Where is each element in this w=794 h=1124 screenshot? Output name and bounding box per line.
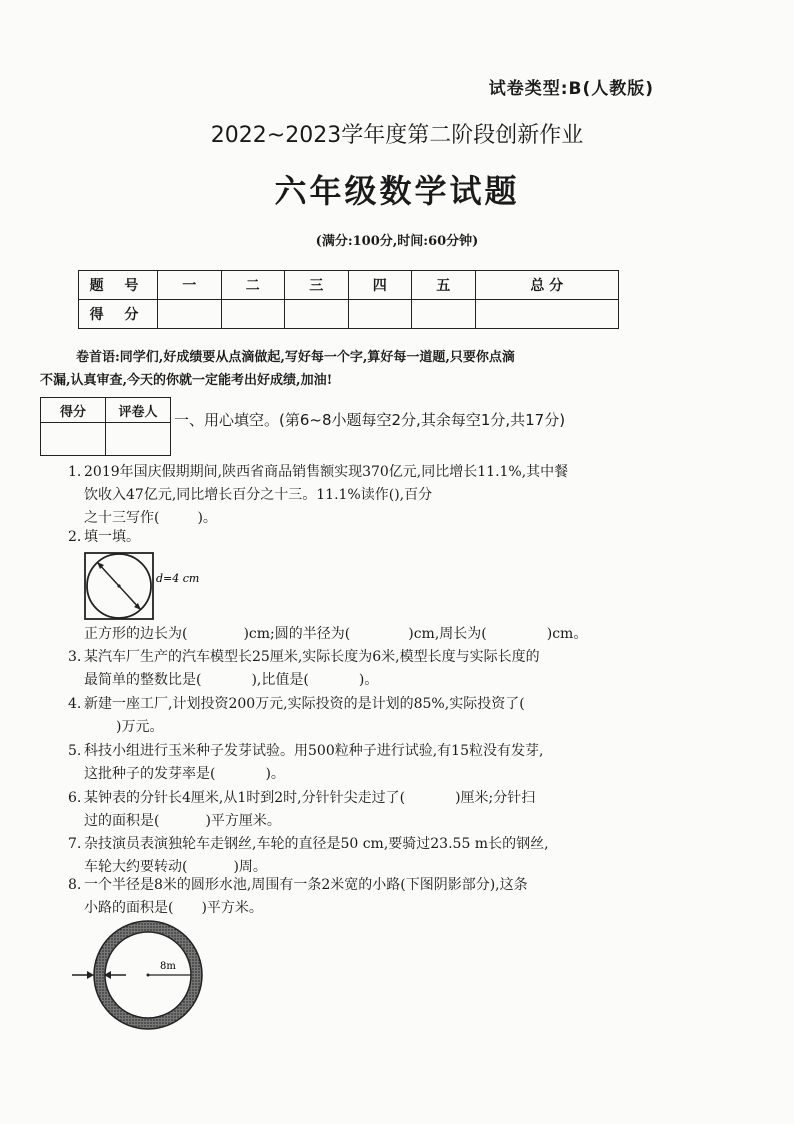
score-cell[interactable] [158,300,222,329]
question-number: 6. [68,790,82,806]
grader-score-cell[interactable] [41,423,106,456]
question-2 [68,526,656,549]
intro-line: 不漏,认真审查,今天的你就一定能考出好成绩,加油! [40,373,333,388]
question-text: 过的面积是( [84,813,160,829]
question-text: )cm。 [546,626,588,642]
exam-period-title: 2022~2023学年度第二阶段创新作业 [210,123,584,148]
score-table-col: 三 [285,271,349,300]
square-circle-figure [84,552,234,622]
score-table-col: 一 [158,271,222,300]
question-text: 某钟表的分针长4厘米,从1时到2时,分针针尖走过了( [84,790,406,806]
score-table-col: 总 分 [475,271,619,300]
score-cell[interactable] [412,300,476,329]
intro-line: 卷首语:同学们,好成绩要从点滴做起,写好每一个字,算好每一道题,只要你点滴 [76,350,515,365]
question-6 [68,787,656,833]
question-text: 正方形的边长为( [84,626,188,642]
score-table-col: 四 [348,271,412,300]
score-table-row-label: 题 号 [79,271,158,300]
grader-name-cell[interactable] [106,423,171,456]
question-1 [68,461,656,530]
question-text: )万元。 [116,719,164,735]
question-text: 科技小组进行玉米种子发芽试验。用500粒种子进行试验,有15粒没有发芽, [84,743,544,759]
question-text: 某汽车厂生产的汽车模型长25厘米,实际长度为6米,模型长度与实际长度的 [84,649,540,665]
question-4 [68,693,656,739]
question-text: 最简单的整数比是( [84,672,202,688]
question-number: 7. [68,836,82,852]
question-3 [68,646,656,692]
question-number: 1. [68,464,82,480]
question-number: 8. [68,877,82,893]
page-title: 六年级数学试题 [274,172,520,210]
question-text: ),百分 [394,487,433,503]
radius-label: 8m [160,961,176,972]
question-text: )平方米。 [201,900,263,916]
question-text: )cm,周长为( [408,626,487,642]
question-number: 3. [68,649,82,665]
question-text: 车轮大约要转动( [84,859,188,875]
intro-message [40,346,660,392]
question-text: 杂技演员表演独轮车走钢丝,车轮的直径是50 cm,要骑过23.55 m长的钢丝, [84,836,549,852]
question-text: 新建一座工厂,计划投资200万元,实际投资的是计划的85%,实际投资了( [84,696,525,712]
question-text: ),比值是( [251,672,309,688]
question-5 [68,740,656,786]
center-dot [147,974,150,977]
question-text: 饮收入47亿元,同比增长百分之十三。11.1%读作( [84,487,395,503]
section-title: 一、用心填空。(第6~8小题每空2分,其余每空1分,共17分) [174,411,566,429]
question-number: 5. [68,743,82,759]
score-table [78,270,619,329]
question-text: )。 [358,672,379,688]
ring-path-figure [66,920,216,1032]
center-dot [117,584,120,587]
question-text: 这批种子的发芽率是( [84,766,216,782]
question-text: 2019年国庆假期期间,陕西省商品销售额实现370亿元,同比增长11.1%,其中餐 [84,464,569,480]
score-cell[interactable] [285,300,349,329]
score-table-col: 二 [221,271,285,300]
score-table-col: 五 [412,271,476,300]
question-8 [68,874,656,920]
exam-info: (满分:100分,时间:60分钟) [315,234,479,249]
question-text: 之十三写作( [84,510,160,526]
question-text: )。 [265,766,285,782]
question-text: 填一填。 [84,529,140,545]
score-cell[interactable] [348,300,412,329]
question-2-fill [84,623,587,643]
paper-type: 试卷类型:B(人教版) [488,79,654,99]
score-table-score-row [79,300,619,329]
score-cell[interactable] [475,300,619,329]
question-text: 小路的面积是( [84,900,174,916]
score-table-header-row [79,271,619,300]
question-text: )。 [197,510,217,526]
score-table-row-label: 得 分 [79,300,158,329]
score-cell[interactable] [221,300,285,329]
question-7 [68,833,656,879]
diameter-label: d=4 cm [156,572,200,585]
grader-name-label: 评卷人 [106,398,171,423]
question-text: )平方厘米。 [205,813,281,829]
question-text: )厘米;分针扫 [455,790,536,806]
question-number: 2. [68,529,82,545]
question-number: 4. [68,696,82,712]
question-text: )周。 [233,859,267,875]
grader-score-label: 得分 [41,398,106,423]
arrow-right-icon [87,971,94,979]
question-text: 一个半径是8米的圆形水池,周围有一条2米宽的小路(下图阴影部分),这条 [84,877,528,893]
grader-box [40,397,171,456]
question-text: )cm;圆的半径为( [243,626,351,642]
